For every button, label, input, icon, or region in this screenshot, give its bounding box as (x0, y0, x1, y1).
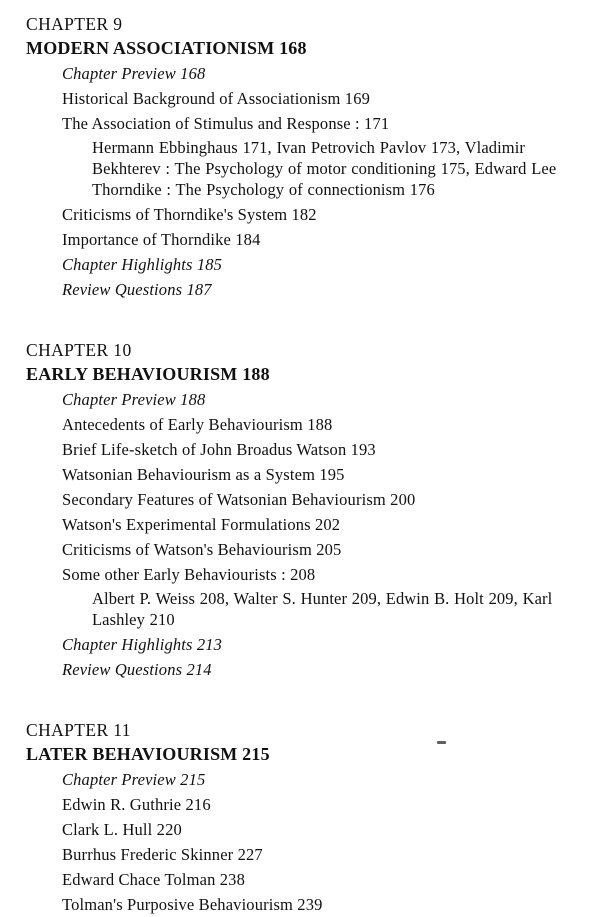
chapter-entry-list (26, 387, 582, 682)
toc-entry[interactable]: Brief Life-sketch of John Broadus Watson 193 (62, 440, 376, 459)
toc-entry[interactable]: Review Questions 187 (62, 280, 212, 299)
chapter-block (26, 338, 582, 682)
chapter-entry-list (26, 767, 582, 917)
chapter-entry-list (26, 61, 582, 302)
toc-entry[interactable]: Chapter Highlights 213 (62, 635, 223, 654)
toc-entry[interactable]: Antecedents of Early Behaviourism 188 (62, 415, 333, 434)
toc-entry[interactable]: Watsonian Behaviourism as a System 195 (62, 465, 345, 484)
toc-entry[interactable]: Some other Early Behaviourists : 208 (62, 565, 316, 584)
toc-subentry: Albert P. Weiss 208, Walter S. Hunter 209, Edwin B. Holt 209, Karl Lashley 210 (92, 589, 553, 629)
chapter-title[interactable]: LATER BEHAVIOURISM 215 (26, 744, 270, 764)
toc-body (26, 12, 582, 917)
chapter-number: CHAPTER 9 (26, 14, 123, 34)
toc-entry[interactable]: The Association of Stimulus and Response : 171 (62, 114, 390, 133)
toc-entry[interactable]: Criticisms of Thorndike's System 182 (62, 205, 317, 224)
toc-entry[interactable]: Criticisms of Watson's Behaviourism 205 (62, 540, 342, 559)
chapter-block (26, 12, 582, 302)
toc-entry[interactable]: Historical Background of Associationism 169 (62, 89, 370, 108)
toc-entry[interactable]: Edwin R. Guthrie 216 (62, 795, 211, 814)
toc-entry[interactable]: Review Questions 214 (62, 660, 212, 679)
toc-entry[interactable]: Importance of Thorndike 184 (62, 230, 261, 249)
toc-entry[interactable]: Tolman's Purposive Behaviourism 239 (62, 895, 323, 914)
toc-entry[interactable]: Burrhus Frederic Skinner 227 (62, 845, 263, 864)
toc-entry[interactable]: Chapter Preview 168 (62, 64, 206, 83)
toc-entry[interactable]: Chapter Preview 188 (62, 390, 206, 409)
toc-entry[interactable]: Chapter Preview 215 (62, 770, 206, 789)
chapter-title[interactable]: EARLY BEHAVIOURISM 188 (26, 364, 270, 384)
toc-entry[interactable]: Clark L. Hull 220 (62, 820, 182, 839)
toc-entry[interactable]: Chapter Highlights 185 (62, 255, 223, 274)
chapter-title[interactable]: MODERN ASSOCIATIONISM 168 (26, 38, 307, 58)
toc-entry[interactable]: Secondary Features of Watsonian Behaviourism 200 (62, 490, 416, 509)
scan-speck (437, 741, 446, 744)
chapter-number: CHAPTER 11 (26, 720, 131, 740)
toc-entry[interactable]: Watson's Experimental Formulations 202 (62, 515, 341, 534)
chapter-block (26, 718, 582, 917)
toc-entry[interactable]: Edward Chace Tolman 238 (62, 870, 245, 889)
toc-subentry: Hermann Ebbinghaus 171, Ivan Petrovich Pavlov 173, Vladimir Bekhterev : The Psychology of motor conditioning 175, Edward Lee Thorndike : The Psychology of connectionism 176 (92, 138, 557, 199)
chapter-number: CHAPTER 10 (26, 340, 132, 360)
